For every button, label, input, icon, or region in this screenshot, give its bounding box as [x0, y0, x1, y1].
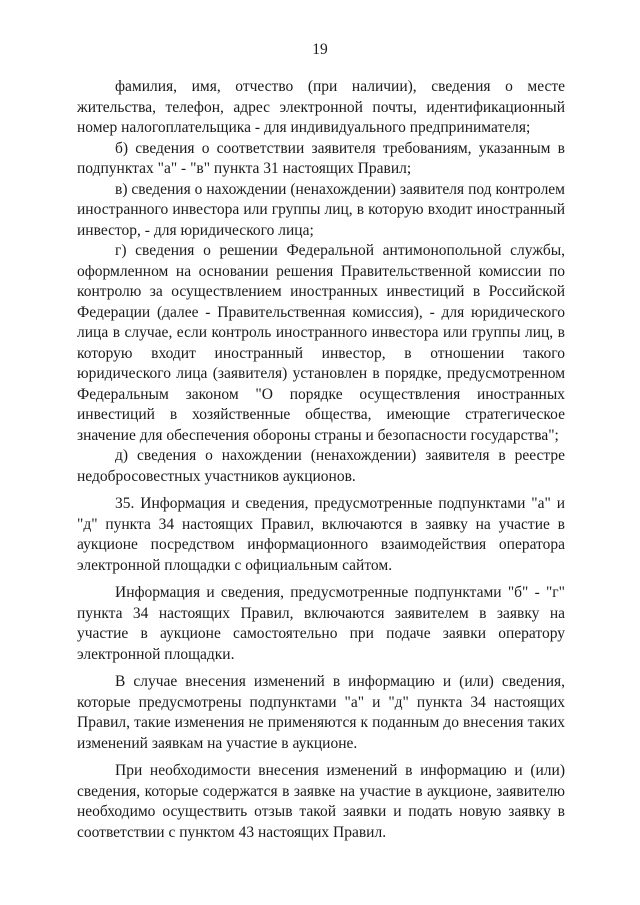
document-body: [77, 77, 565, 843]
paragraph-item-b: б) сведения о соответствии заявителя требованиям, указанным в подпунктах "а" - "в" пункта 31 настоящих Правил;: [77, 139, 565, 177]
paragraph-item-v: в) сведения о нахождении (ненахождении) заявителя под контролем иностранного инвестора или группы лиц, в которую входит иностранный инвестор, - для юридического лица;: [77, 180, 565, 239]
paragraph-item-d: д) сведения о нахождении (ненахождении) заявителя в реестре недобросовестных участников аукционов.: [77, 447, 565, 485]
paragraph-applicant-info-continued: фамилия, имя, отчество (при наличии), сведения о месте жительства, телефон, адрес электронной почты, идентификационный номер налогоплательщика - для индивидуального предпринимателя;: [77, 78, 565, 136]
page-number: 19: [312, 41, 328, 58]
paragraph-clause-35-part-3: В случае внесения изменений в информацию и (или) сведения, которые предусмотрены подпунктами "а" и "д" пункта 34 настоящих Правил, такие изменения не применяются к поданным до внесения таких изменений заявкам на участие в аукционе.: [77, 673, 565, 752]
paragraph-clause-35-part-4: При необходимости внесения изменений в информацию и (или) сведения, которые содержатся в заявке на участие в аукционе, заявителю необходимо осуществить отзыв такой заявки и подать новую заявку в соответствии с пунктом 43 настоящих Правил.: [77, 762, 565, 841]
paragraph-clause-35-part-2: Информация и сведения, предусмотренные подпунктами "б" - "г" пункта 34 настоящих Правил, включаются заявителем в заявку на участие в аукционе самостоятельно при подаче заявки оператору электронной площадки.: [77, 584, 565, 663]
paragraph-item-g: г) сведения о решении Федеральной антимонопольной службы, оформленном на основании решения Правительственной комиссии по контролю за осуществлением иностранных инвестиций в Российской Федерации (далее - Правительственная комиссия), - для юридического лица в случае, если контроль иностранного инвестора или группы лиц, в которую входит иностранный инвестор, в отношении такого юридического лица (заявителя) установлен в порядке, предусмотренном Федеральным законом "О порядке осуществления иностранных инвестиций в хозяйственные общества, имеющие стратегическое значение для обеспечения обороны страны и безопасности государства";: [77, 242, 565, 444]
paragraph-clause-35: 35. Информация и сведения, предусмотренные подпунктами "а" и "д" пункта 34 настоящих Правил, включаются в заявку на участие в аукционе посредством информационного взаимодействия оператора электронной площадки с официальным сайтом.: [77, 495, 565, 574]
